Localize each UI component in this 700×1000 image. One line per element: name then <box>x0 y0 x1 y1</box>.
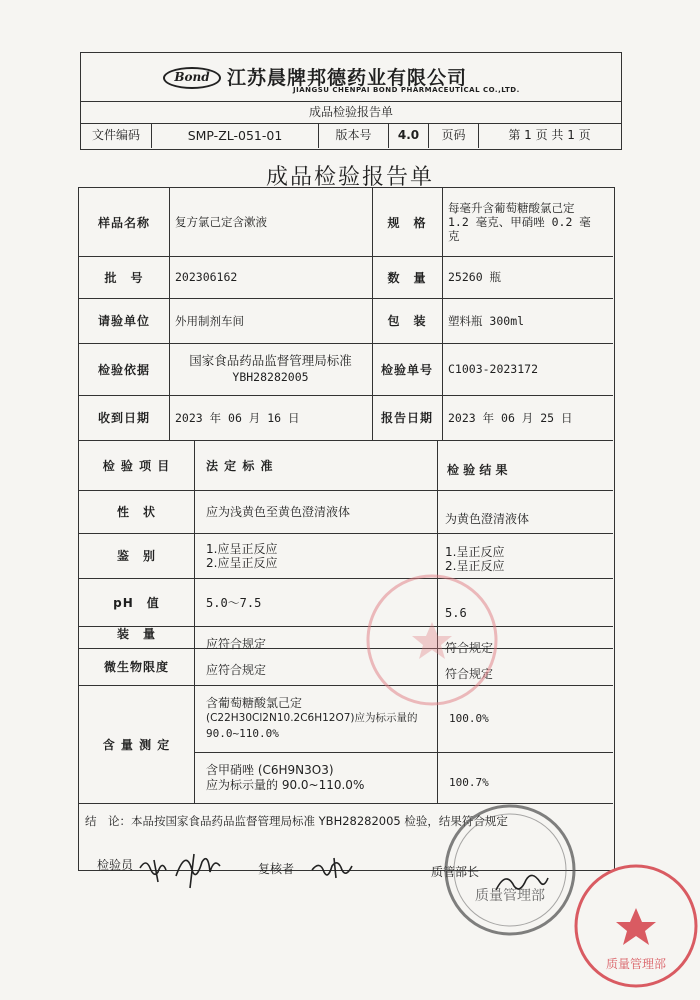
sample-name-value: 复方氯己定含漱液 <box>175 215 267 229</box>
package-label: 包 装 <box>387 314 427 328</box>
version-label: 版本号 <box>319 123 389 148</box>
company-name-cn: 江苏晨牌邦德药业有限公司 <box>227 67 468 89</box>
quantity-label: 数 量 <box>387 270 427 285</box>
row-appearance-result: 为黄色澄清液体 <box>445 512 530 526</box>
report-date-value: 2023 年 06 月 25 日 <box>448 410 573 425</box>
row-volume-standard: 应符合规定 <box>206 636 267 651</box>
report-date-label: 报告日期 <box>380 411 433 425</box>
qa-department-stamp <box>440 800 580 940</box>
report-title: 成品检验报告单 <box>265 165 434 190</box>
col-standard-header: 法 定 标 准 <box>206 458 274 473</box>
row-assay-sub1-result: 100.0% <box>449 712 489 725</box>
version-value: 4.0 <box>389 123 429 148</box>
received-value: 2023 年 06 月 16 日 <box>175 410 300 425</box>
company-logo: Bond <box>163 67 221 89</box>
company-name-en: JIANGSU CHENPAI BOND PHARMACEUTICAL CO.,LTD. <box>293 86 520 94</box>
qa-stamp-lower-text: 质量管理部 <box>475 888 545 904</box>
row-appearance-item: 性 状 <box>116 505 156 519</box>
quantity-value: 25260 瓶 <box>448 270 502 284</box>
col-result-header: 检 验 结 果 <box>447 462 508 477</box>
reviewer-signature <box>308 852 358 882</box>
inspection-no-value: C1003-2023172 <box>448 362 539 376</box>
document-header <box>80 52 622 150</box>
header-doc-title: 成品检验报告单 <box>81 101 621 124</box>
row-microbial-standard: 应符合规定 <box>206 663 267 677</box>
file-code-label: 文件编码 <box>81 123 152 148</box>
row-microbial-item: 微生物限度 <box>103 660 169 674</box>
row-identification-item: 鉴 别 <box>116 549 156 563</box>
sample-name-label: 样品名称 <box>97 215 150 230</box>
inspector-label: 检验员 <box>97 858 134 872</box>
company-banner <box>81 53 621 102</box>
row-ph-standard: 5.0～7.5 <box>206 595 262 610</box>
spec-label: 规 格 <box>387 215 427 230</box>
row-assay-item: 含 量 测 定 <box>102 737 171 752</box>
col-item-header: 检 验 项 目 <box>102 458 171 473</box>
basis-label: 检验依据 <box>97 362 150 377</box>
spec-value: 每毫升含葡萄糖酸氯己定 1.2 毫克、甲硝唑 0.2 毫 克 <box>448 201 591 243</box>
row-appearance-standard: 应为浅黄色至黄色澄清液体 <box>206 505 351 519</box>
row-microbial-result: 符合规定 <box>445 667 494 681</box>
report-table <box>78 187 615 871</box>
unit-label: 请验单位 <box>97 314 150 328</box>
qa-manager-label: 质管部长 <box>431 865 480 879</box>
inspection-no-label: 检验单号 <box>380 362 433 377</box>
page-value: 第 1 页 共 1 页 <box>508 128 591 142</box>
row-volume-result: 符合规定 <box>445 640 494 655</box>
page-label: 页码 <box>429 123 479 148</box>
header-meta-row <box>81 123 621 148</box>
basis-value: 国家食品药品监督管理局标准 YBH28282005 <box>189 353 352 384</box>
row-identification-standard: 1.应呈正反应 2.应呈正反应 <box>206 541 278 570</box>
reviewer-label: 复核者 <box>258 862 295 876</box>
batch-label: 批 号 <box>104 270 144 285</box>
company-stamp-faint <box>362 570 502 710</box>
unit-value: 外用制剂车间 <box>175 313 244 328</box>
package-value: 塑料瓶 300ml <box>448 313 525 328</box>
conclusion-text: 结 论：本品按国家食品药品监督管理局标准 YBH28282005 检验，结果符合规定 <box>85 813 508 828</box>
row-identification-result: 1.呈正反应 2.呈正反应 <box>445 544 505 573</box>
row-assay-sub1-standard: 含葡萄糖酸氯己定 (C22H30Cl2N10.2C6H12O7)应为标示量的 90.0~110.0% <box>206 696 418 740</box>
row-assay-sub2-result: 100.7% <box>449 776 489 789</box>
row-ph-result: 5.6 <box>445 606 467 620</box>
file-code-value: SMP-ZL-051-01 <box>152 123 319 148</box>
row-assay-sub2-standard: 含甲硝唑 (C6H9N3O3) 应为标示量的 90.0~110.0% <box>206 762 365 792</box>
batch-value: 202306162 <box>175 270 238 284</box>
row-ph-item: pH 值 <box>113 595 160 610</box>
partner-company-stamp <box>570 860 700 990</box>
partner-stamp-lower-text: 质量管理部 <box>605 957 667 971</box>
inspector-signature <box>136 846 228 890</box>
received-label: 收到日期 <box>97 411 150 425</box>
row-volume-item: 装 量 <box>116 626 156 641</box>
